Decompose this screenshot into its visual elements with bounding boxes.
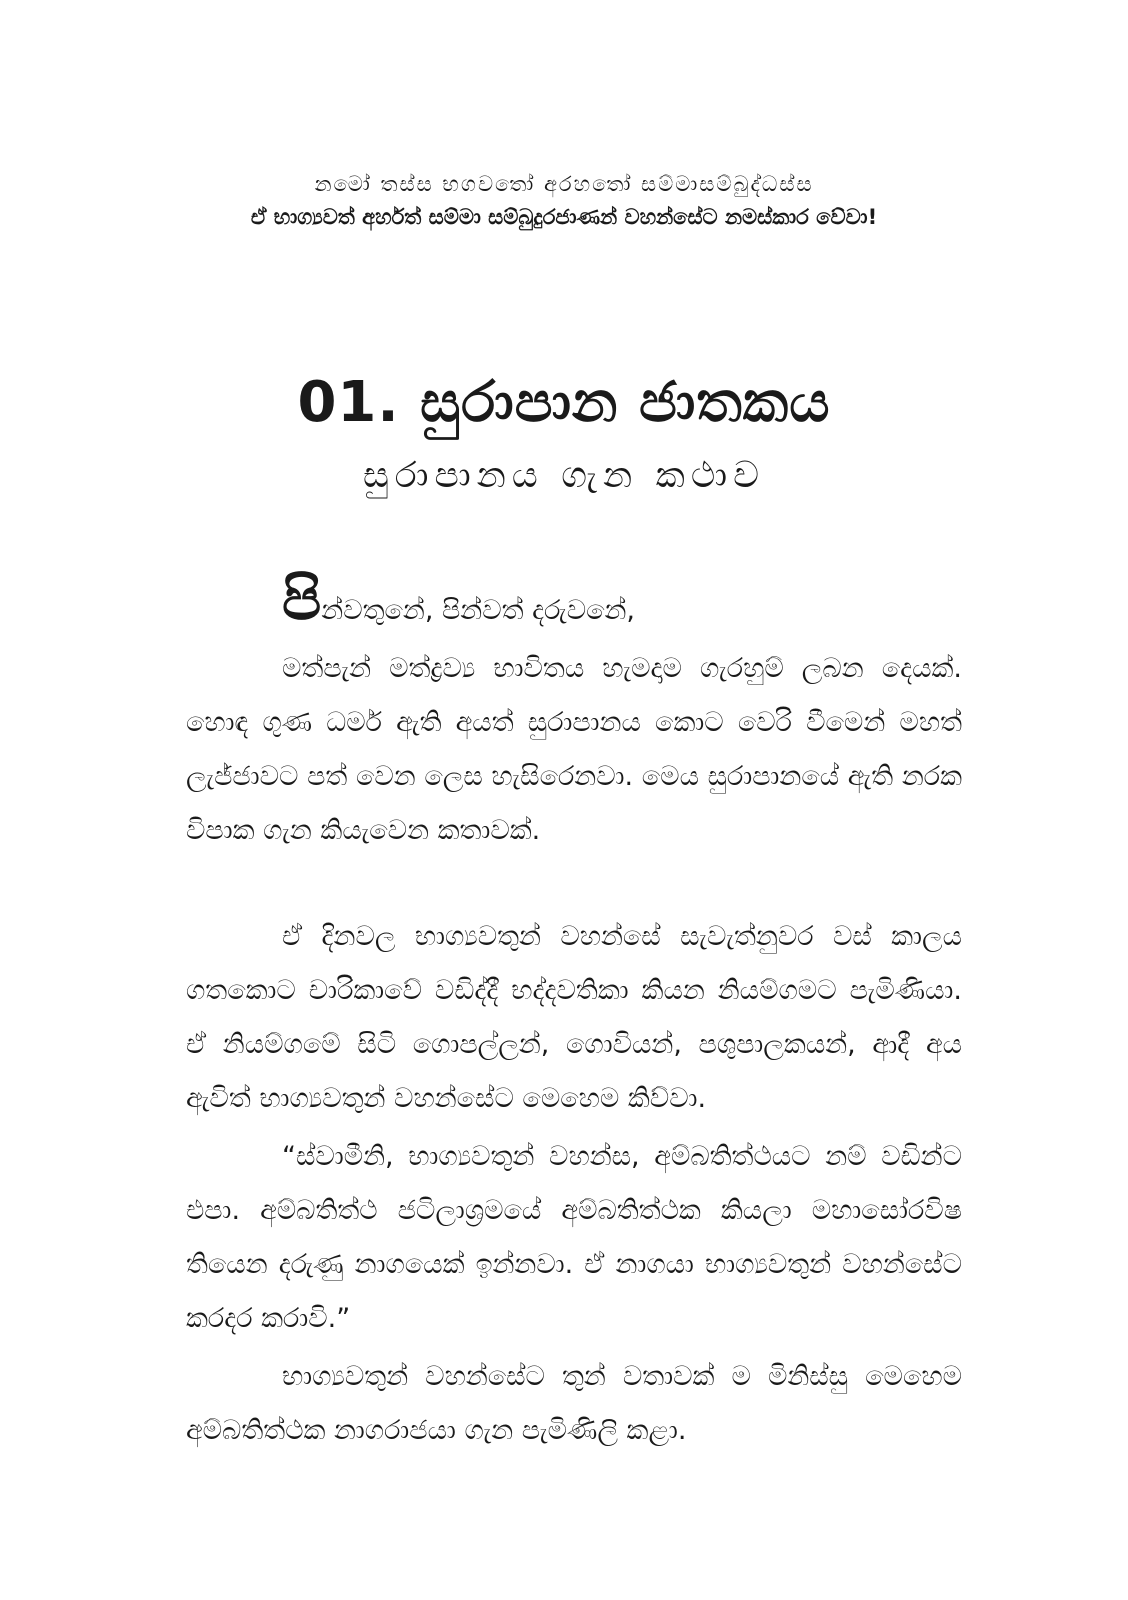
chapter-title: 01. සුරාපාන ජාතකය bbox=[297, 370, 831, 435]
invocation-sinhala: ඒ භාග්‍යවත් අර්හත් සම්මා සම්බුදුරජාණන් වහන්සේට නමස්කාර වේවා! bbox=[250, 205, 878, 229]
paragraph-text: මත්පැන් මත්ද්‍රව්‍ය භාවිතය හැමදාම ගැරහුම් ලබන දෙයක්. හොඳ ගුණ ධර්ම ඇති අයත් සුරාපානය කොට වෙරි වීමෙන් මහත් ලැජ්ජාවට පත් වෙන ලෙස හැසිරෙනවා. මෙය සුරාපානයේ ඇති නරක විපාක ගැන කියැවෙන කතාවක්. bbox=[186, 653, 962, 846]
body-paragraph bbox=[186, 642, 962, 858]
body-paragraph bbox=[186, 1350, 962, 1458]
paragraph-text: ඒ දිනවල භාග්‍යවතුන් වහන්සේ සැවැත්නුවර වස් කාලය ගතකොට චාරිකාවේ වඩිද්දී භද්දවතිකා කියන නියම්ගමට පැමිණියා. ඒ නියම්ගමේ සිටි ගොපල්ලන්, ගොවියන්, පශුපාලකයන්, ආදී අය ඇවිත් භාග්‍යවතුන් වහන්සේට මෙහෙම කිව්වා. bbox=[186, 921, 962, 1114]
body-paragraph bbox=[186, 910, 962, 1126]
invocation-pali: නමෝ තස්ස භගවතෝ අරහතෝ සම්මාසම්බුද්ධස්ස bbox=[314, 172, 814, 196]
salutation-text: න්වතුනේ, පින්වත් දරුවනේ, bbox=[321, 595, 636, 626]
chapter-subtitle: සුරාපානය ගැන කථාව bbox=[362, 455, 766, 496]
paragraph-text: “ස්වාමීනි, භාග්‍යවතුන් වහන්ස, අම්බතිත්ථයට නම් වඩින්ට එපා. අම්බතිත්ථ ජටිලාශ්‍රමයේ අම්බතිත්ථක කියලා මහාසෝරවිෂ තියෙන දරුණු නාගයෙක් ඉන්නවා. ඒ නාගයා භාග්‍යවතුන් වහන්සේට කරදර කරාවි.” bbox=[186, 1141, 962, 1334]
paragraph-text: භාග්‍යවතුන් වහන්සේට තුන් වතාවක් ම මිනිස්සු මෙහෙම අම්බතිත්ථක නාගරාජයා ගැන පැමිණිලි කළා. bbox=[186, 1361, 962, 1446]
drop-cap: පි bbox=[282, 565, 322, 633]
body-paragraph bbox=[186, 1130, 962, 1346]
salutation bbox=[282, 565, 636, 638]
